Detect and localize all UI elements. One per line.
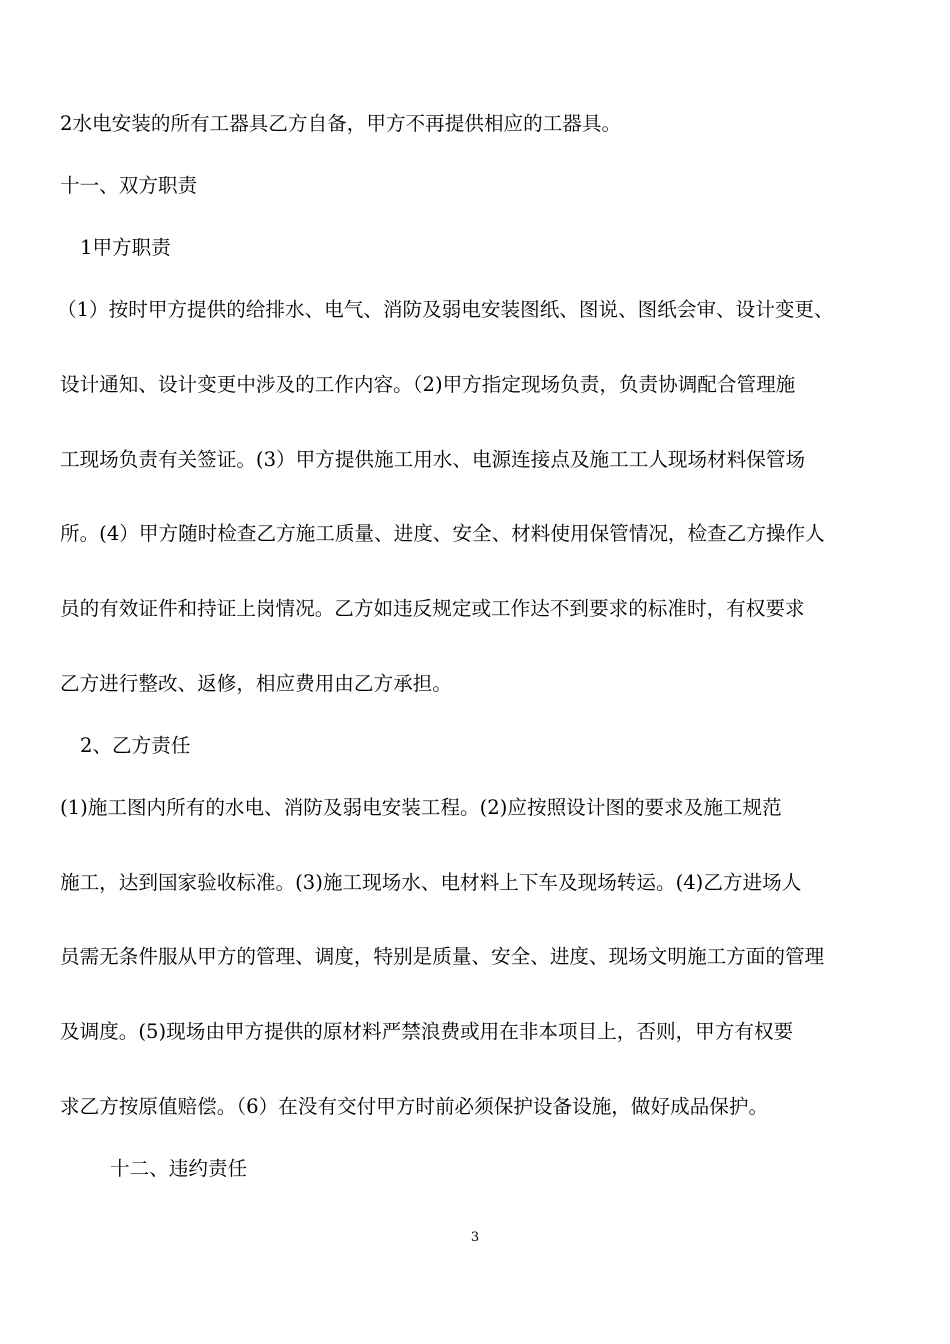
paragraph-line: 求乙方按原值赔偿。（6）在没有交付甲方时前必须保护设备设施，做好成品保护。 — [60, 1095, 769, 1118]
paragraph-line: 员需无条件服从甲方的管理、调度，特别是质量、安全、进度、现场文明施工方面的管理 — [60, 945, 825, 968]
paragraph-line: （1）按时甲方提供的给排水、电气、消防及弱电安装图纸、图说、图纸会审、设计变更、 — [57, 298, 834, 321]
paragraph-line: 乙方进行整改、返修，相应费用由乙方承担。 — [60, 672, 452, 695]
section-heading-twelve: 十二、违约责任 — [110, 1157, 248, 1180]
paragraph-line: 所。(4）甲方随时检查乙方施工质量、进度、安全、材料使用保管情况，检查乙方操作人 — [60, 522, 825, 545]
paragraph-line: 设计通知、设计变更中涉及的工作内容。（2)甲方指定现场负责，负责协调配合管理施 — [60, 373, 796, 396]
paragraph-line: 及调度。(5)现场由甲方提供的原材料严禁浪费或用在非本项目上，否则，甲方有权要 — [60, 1020, 794, 1043]
page-number: 3 — [470, 1230, 480, 1245]
paragraph-line: 施工，达到国家验收标准。(3)施工现场水、电材料上下车及现场转运。(4)乙方进场人 — [60, 871, 802, 894]
subheading-party-a: 1甲方职责 — [80, 236, 171, 259]
paragraph-line: 工现场负责有关签证。(3）甲方提供施工用水、电源连接点及施工工人现场材料保管场 — [60, 448, 806, 471]
paragraph-line-tools: 2水电安装的所有工器具乙方自备，甲方不再提供相应的工器具。 — [60, 112, 622, 135]
paragraph-line: (1)施工图内所有的水电、消防及弱电安装工程。(2)应按照设计图的要求及施工规范 — [60, 796, 782, 819]
paragraph-line: 员的有效证件和持证上岗情况。乙方如违反规定或工作达不到要求的标准时，有权要求 — [60, 597, 805, 620]
subheading-party-b: 2、乙方责任 — [80, 734, 191, 757]
section-heading-eleven: 十一、双方职责 — [60, 174, 198, 197]
